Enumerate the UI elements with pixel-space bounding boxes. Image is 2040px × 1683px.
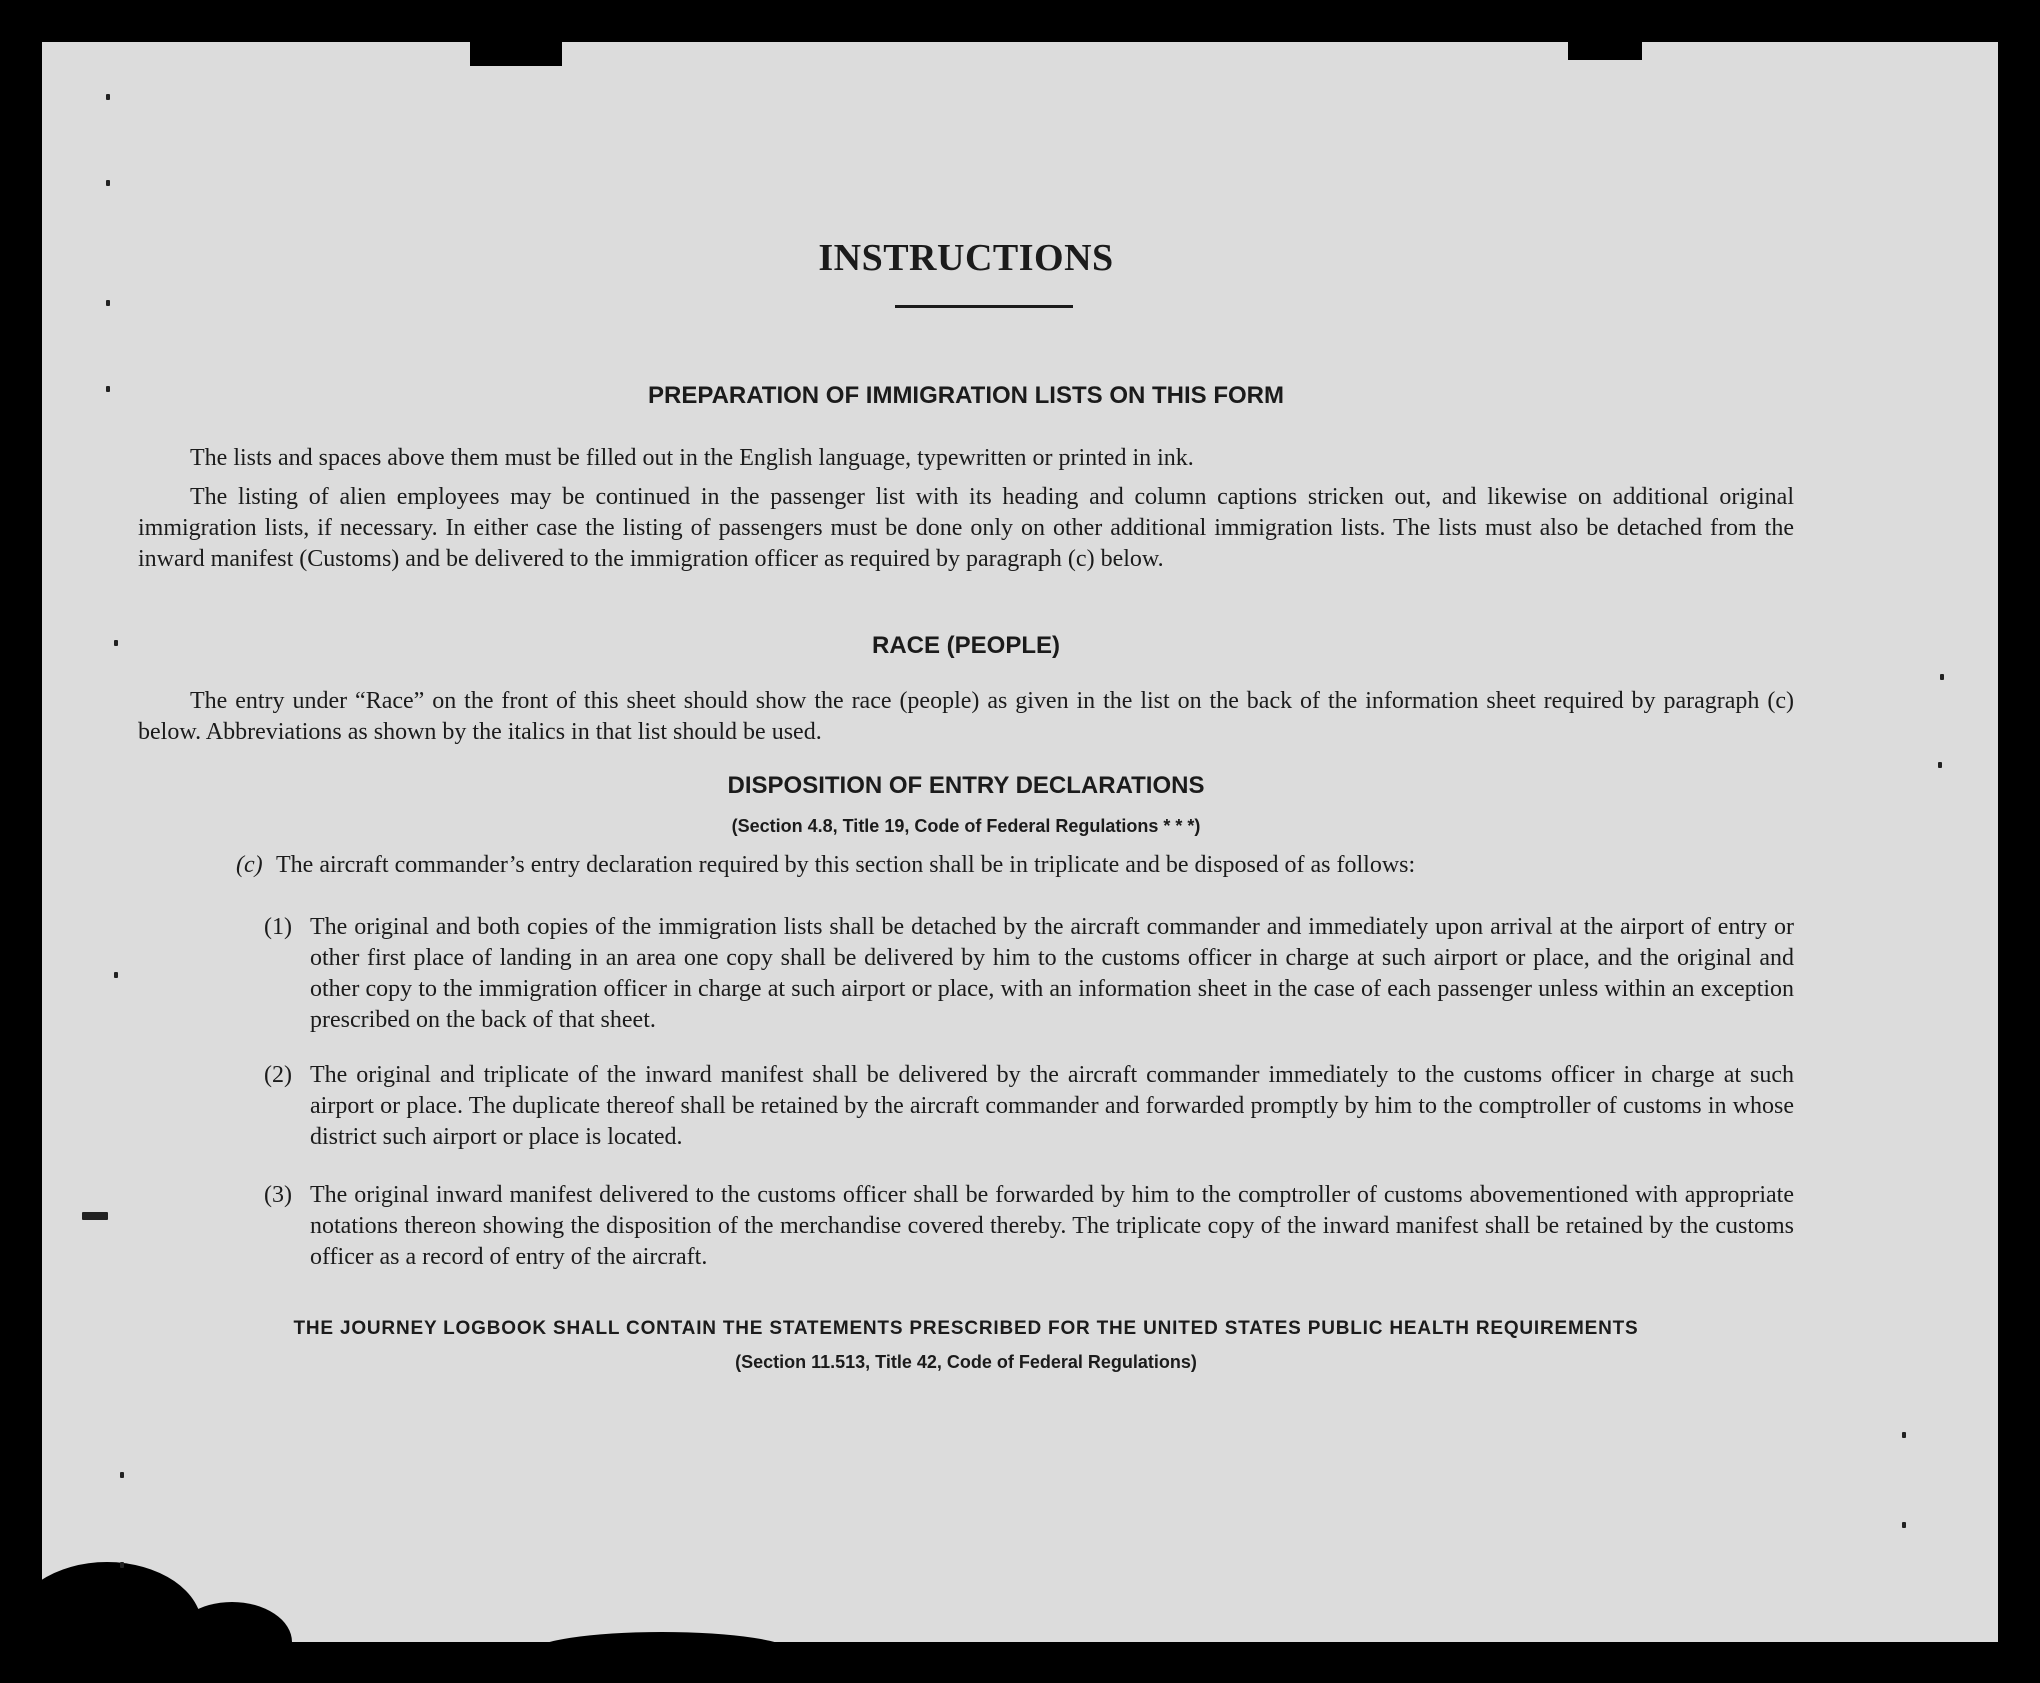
document-sheet (42, 42, 1998, 1642)
ink-blot (82, 1212, 108, 1220)
preparation-paragraph-1-text: The lists and spaces above them must be filled out in the English language, typewritten or printed in ink. (190, 445, 1194, 471)
binding-speck (106, 300, 110, 306)
disposition-item-3 (264, 1180, 1794, 1273)
binding-speck (106, 386, 110, 392)
binding-speck (106, 94, 110, 100)
torn-edge-bottom-mid (532, 1632, 792, 1672)
binding-speck (120, 1472, 124, 1478)
preparation-paragraph-1 (138, 443, 1794, 474)
binding-speck (1902, 1432, 1906, 1438)
item-number: (3) (264, 1182, 292, 1208)
disposition-citation: (Section 4.8, Title 19, Code of Federal Regulations * * *) (731, 816, 1201, 836)
torn-edge-bottom-left (12, 1562, 202, 1683)
item-text: The original inward manifest delivered to the customs officer shall be forwarded by him to the comptroller of customs abovementioned with appropriate notations thereon showing the disposition of the merchandise covered thereby. The triplicate copy of the inward manifest shall be retained by the customs officer as a record of entry of the aircraft. (310, 1182, 1794, 1270)
top-notch-left (470, 42, 562, 66)
footer-statement: THE JOURNEY LOGBOOK SHALL CONTAIN THE STATEMENTS PRESCRIBED FOR THE UNITED STATES PUBLIC HEALTH REQUIREMENTS (293, 1318, 1639, 1339)
item-number: (1) (264, 914, 292, 940)
item-number: (2) (264, 1062, 292, 1088)
disposition-heading: DISPOSITION OF ENTRY DECLARATIONS (727, 772, 1205, 799)
footer-citation: (Section 11.513, Title 42, Code of Federal Regulations) (735, 1352, 1197, 1372)
disposition-intro-text: The aircraft commander’s entry declaration required by this section shall be in triplicate and be disposed of as follows: (276, 852, 1416, 878)
disposition-item-2 (264, 1060, 1794, 1153)
race-heading: RACE (PEOPLE) (871, 632, 1060, 659)
page-title: INSTRUCTIONS (818, 237, 1114, 279)
item-text: The original and both copies of the immigration lists shall be detached by the aircraft commander and immediately upon arrival at the airport of entry or other first place of landing in an area one copy shall be delivered by him to the customs officer in charge at such airport or place, and the original and other copy to the immigration officer in charge at such airport or place, with an information sheet in the case of each passenger unless within an exception prescribed on the back of that sheet. (310, 914, 1794, 1033)
preparation-paragraph-2: The listing of alien employees may be continued in the passenger list with its heading and column captions stricken out, and likewise on additional original immigration lists, if necessary. In either case the listing of passengers must be done only on other additional immigration lists. The lists must also be detached from the inward manifest (Customs) and be delivered to the immigration officer as required by paragraph (c) below. (138, 484, 1794, 572)
race-paragraph: The entry under “Race” on the front of this sheet should show the race (people) as given in the list on the back of the information sheet required by paragraph (c) below. Abbreviations as shown by the italics in that list should be used. (138, 688, 1794, 745)
binding-speck (120, 1562, 124, 1568)
binding-speck (114, 640, 118, 646)
binding-speck (1902, 1522, 1906, 1528)
binding-speck (1940, 674, 1944, 680)
disposition-item-1 (264, 912, 1794, 1036)
binding-speck (106, 180, 110, 186)
top-notch-right (1568, 42, 1642, 60)
disposition-intro (138, 850, 1794, 881)
item-text: The original and triplicate of the inward manifest shall be delivered by the aircraft commander immediately to the customs officer in charge at such airport or place. The duplicate thereof shall be retained by the aircraft commander and forwarded promptly by him to the comptroller of customs in whose district such airport or place is located. (310, 1062, 1794, 1150)
preparation-heading: PREPARATION OF IMMIGRATION LISTS ON THIS FORM (648, 382, 1284, 409)
title-underline (895, 305, 1073, 308)
binding-speck (114, 972, 118, 978)
torn-edge-bottom-left-2 (172, 1602, 292, 1682)
disposition-intro-marker: (c) (236, 852, 263, 878)
binding-speck (1938, 762, 1942, 768)
